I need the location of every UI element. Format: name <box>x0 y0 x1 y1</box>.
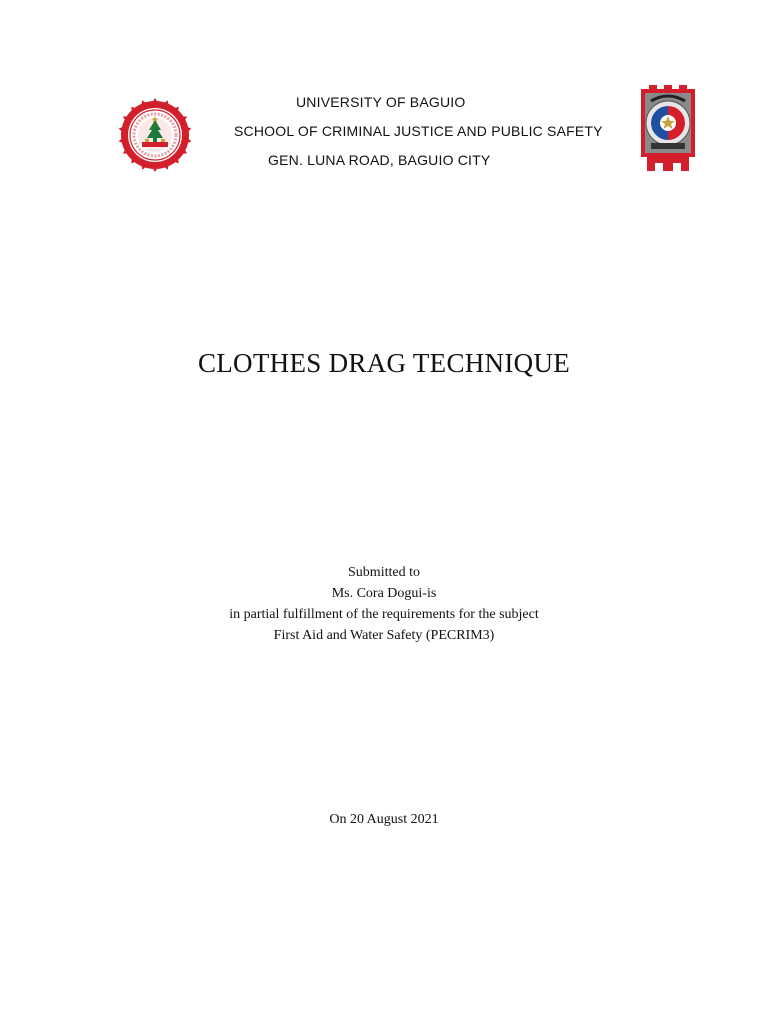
submission-block <box>0 562 768 646</box>
subject-name: First Aid and Water Safety (PECRIM3) <box>273 628 495 643</box>
document-title: CLOTHES DRAG TECHNIQUE <box>197 348 571 378</box>
instructor-name: Ms. Cora Dogui-is <box>331 586 437 601</box>
submission-date: On 20 August 2021 <box>329 812 439 827</box>
university-name: UNIVERSITY OF BAGUIO <box>296 94 466 110</box>
submitted-to-label: Submitted to <box>348 565 420 580</box>
school-address: GEN. LUNA ROAD, BAGUIO CITY <box>268 152 491 168</box>
fulfillment-statement: in partial fulfillment of the requirements for the subject <box>229 607 539 622</box>
school-name: SCHOOL OF CRIMINAL JUSTICE AND PUBLIC SAFETY <box>234 123 603 139</box>
criminal-justice-seal-icon <box>637 83 699 173</box>
university-seal-icon <box>118 98 192 172</box>
